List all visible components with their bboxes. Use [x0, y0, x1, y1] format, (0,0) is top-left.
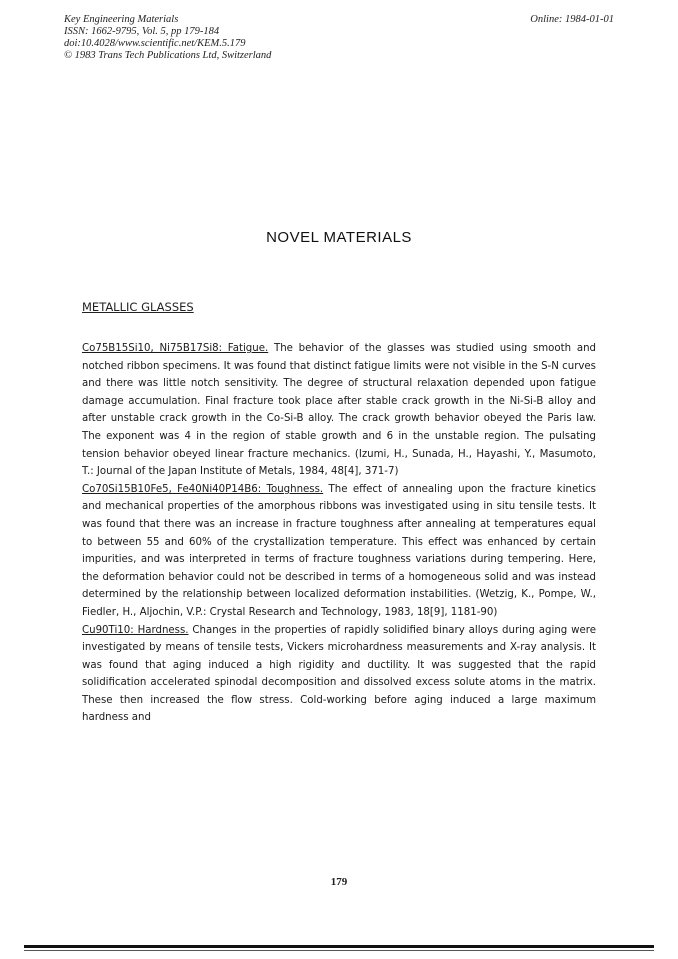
- paragraph-keyword: Cu90Ti10: Hardness.: [82, 624, 189, 636]
- page-number: 179: [330, 876, 348, 888]
- paragraph: [82, 622, 596, 728]
- paragraph-text: The effect of annealing upon the fracture kinetics and mechanical properties of the amorphous ribbons was investigated using in situ tensile tests. It was found that there was an increase in fracture toughness after annealing at temperatures equal to between 55 and 60% of the crystallization temperature. This effect was enhanced by certain impurities, and was interpreted in terms of fracture toughness variations during tempering. Here, the deformation behavior could not be described in terms of a homogeneous solid and was instead determined by the relationship between localized deformation instabilities. (Wetzig, K., Pompe, W., Fiedler, H., Aljochin, V.P.: Crystal Research and Technology, 1983, 18[9], 1181-90): [82, 483, 596, 618]
- paragraph-keyword: Co70Si15B10Fe5, Fe40Ni40P14B6: Toughness.: [82, 483, 324, 495]
- copyright-line: © 1983 Trans Tech Publications Ltd, Switzerland: [64, 50, 272, 61]
- section-heading: METALLIC GLASSES: [82, 300, 194, 314]
- journal-name: Key Engineering Materials: [64, 14, 179, 25]
- footer-rule: [24, 945, 654, 948]
- paragraph: [82, 340, 596, 481]
- paragraph-text: Changes in the properties of rapidly solidified binary alloys during aging were investigated by means of tensile tests, Vickers microhardness measurements and X-ray analysis. It was found that aging induced a high rigidity and ductility. It was suggested that the rapid solidification accelerated spinodal decomposition and dissolved excess solute atoms in the matrix. These then increased the flow stress. Cold-working before aging induced a large maximum hardness and: [82, 624, 596, 724]
- paragraph-keyword: Co75B15Si10, Ni75B17Si8: Fatigue.: [82, 343, 269, 354]
- issn-line: ISSN: 1662-9795, Vol. 5, pp 179-184: [64, 26, 220, 37]
- online-date: Online: 1984-01-01: [530, 14, 614, 25]
- doi-line: doi:10.4028/www.scientific.net/KEM.5.179: [64, 38, 246, 49]
- article-body: [82, 340, 596, 727]
- paragraph: [82, 481, 596, 622]
- page-title: NOVEL MATERIALS: [266, 229, 412, 246]
- footer-rule-thin: [24, 950, 654, 951]
- paragraph-text: The behavior of the glasses was studied using smooth and notched ribbon specimens. It was found that distinct fatigue limits were not visible in the S-N curves and there was little notch sensitivity. The degree of structural relaxation depended upon fatigue damage accumulation. Final fracture took place after stable crack growth in the Ni-Si-B alloy and after unstable crack growth in the Co-Si-B alloy. The crack growth behavior obeyed the Paris law. The exponent was 4 in the region of stable growth and 6 in the unstable region. The pulsating tension behavior obeyed linear fracture mechanics. (Izumi, H., Sunada, H., Hayashi, Y., Masumoto, T.: Journal of the Japan Institute of Metals, 1984, 48[4], 371-7): [82, 343, 596, 478]
- page-header: [64, 14, 614, 62]
